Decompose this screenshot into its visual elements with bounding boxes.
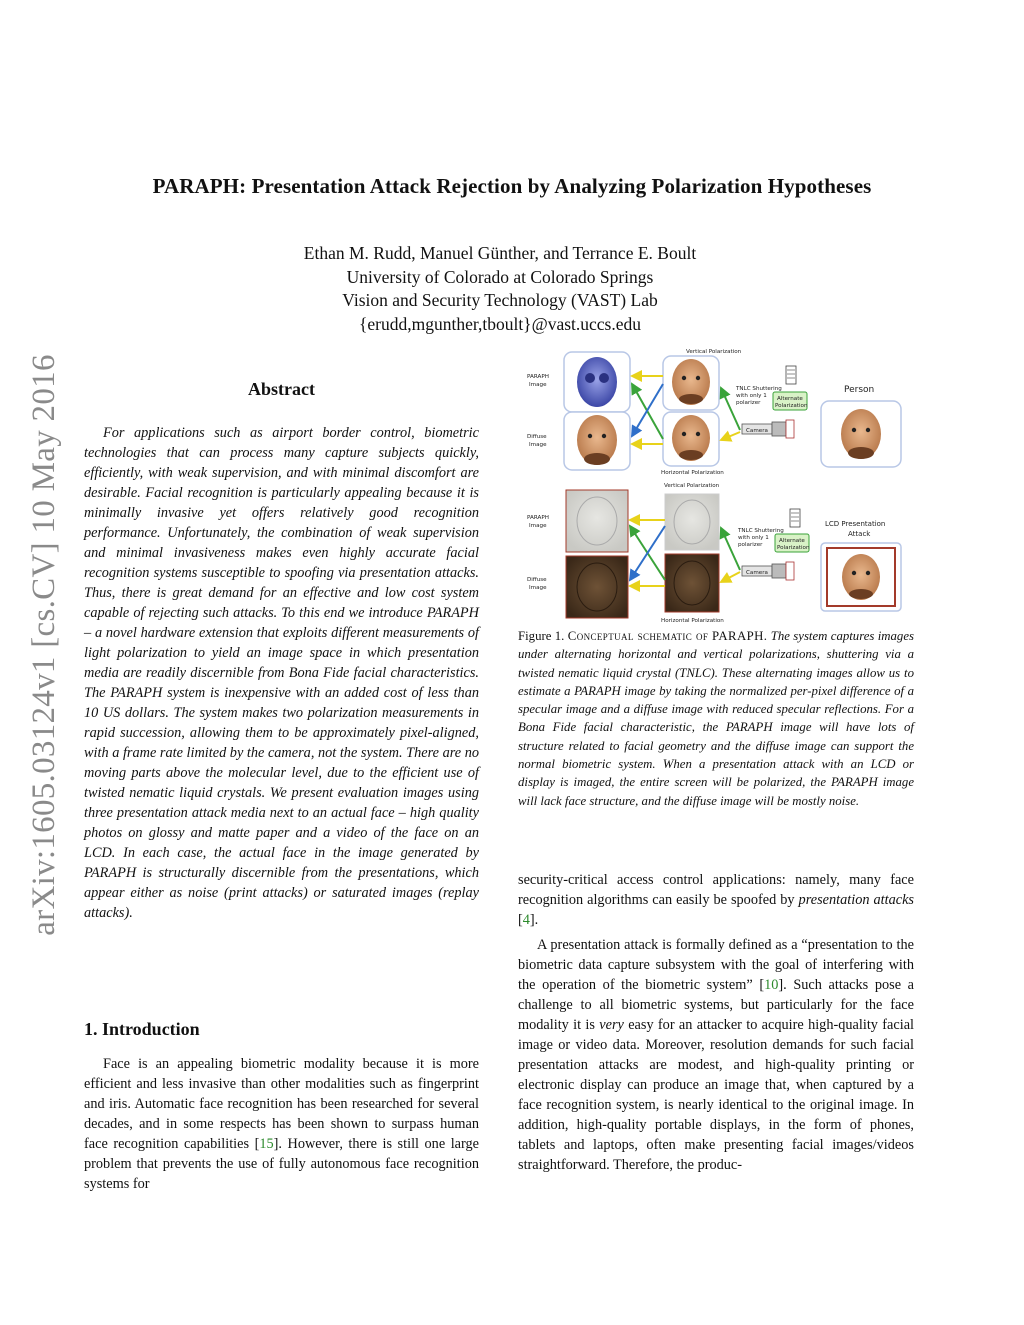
affiliation-university: University of Colorado at Colorado Springs xyxy=(346,266,654,287)
paraph-image-noise xyxy=(566,490,628,552)
caption-body: The system captures images under alternating horizontal and vertical polarizations, shuttering via a twisted nematic liquid crystal (TNLC). These alternating images allow us to estimate a PARAPH image by taking the normalized per-pixel difference of a specular image and a diffuse image with reduced specular reflections. For a Bona Fide facial characteristic, the PARAPH image will have lots of structure related to facial geometry and the diffuse image can support the normal biometric system. When a presentation attack with an LCD or display is imaged, the entire screen will be polarized, the PARAPH image will lack face structure, and the diffuse image will be mostly noise. xyxy=(518,629,914,808)
schematic-bottom-lcd xyxy=(527,483,901,624)
citation-link[interactable]: 10 xyxy=(764,977,779,993)
label-person: Person xyxy=(844,385,875,395)
arxiv-watermark: arXiv:1605.03124v1 [cs.CV] 10 May 2016 xyxy=(26,354,62,936)
label-tnlc-b-2: with only 1 xyxy=(738,535,769,541)
horizontal-pol-screen xyxy=(665,554,719,612)
label-lcd-attack-2: Attack xyxy=(848,530,871,538)
rc-text-part: ]. xyxy=(529,912,539,928)
citation-link[interactable]: 15 xyxy=(259,1136,274,1152)
author-block xyxy=(0,242,1000,336)
author-emails: {erudd,mgunther,tboult}@vast.uccs.edu xyxy=(358,313,642,334)
camera-lens xyxy=(772,422,786,436)
label-tnlc: TNLC Shuttering xyxy=(736,386,782,392)
label-camera-b: Camera xyxy=(746,570,768,576)
label-polarization-b: Polarization xyxy=(777,545,810,551)
right-column-paragraph-2 xyxy=(518,935,914,1175)
intro-text-part: ]. However, there is still one large problem that prevents the use of fully autonomous face recognition systems for xyxy=(84,1136,480,1192)
label-paraph-image: PARAPH xyxy=(527,374,549,380)
caption-label: Figure 1. xyxy=(518,629,568,643)
rc-emphasis: very xyxy=(599,1017,624,1033)
label-diffuse-image-2: Image xyxy=(529,442,547,448)
vertical-pol-screen xyxy=(665,494,719,550)
label-diffuse-image: Diffuse xyxy=(527,434,547,440)
label-horizontal-polarization: Horizontal Polarization xyxy=(661,470,724,476)
label-paraph-image-b: PARAPH xyxy=(527,515,549,521)
label-tnlc-3: polarizer xyxy=(736,400,761,406)
polarizer-filter xyxy=(786,420,794,438)
author-names: Ethan M. Rudd, Manuel Günther, and Terrance E. Boult xyxy=(303,243,697,263)
rc-text-part: [ xyxy=(518,912,523,928)
label-polarization: Polarization xyxy=(775,403,808,409)
label-alternate: Alternate xyxy=(777,396,803,402)
paper-title: PARAPH: Presentation Attack Rejection by Analyzing Polarization Hypotheses xyxy=(152,174,872,198)
figure-caption xyxy=(518,627,914,810)
camera-lens-b xyxy=(772,564,786,578)
label-vertical-polarization: Vertical Polarization xyxy=(686,349,742,355)
label-vertical-polarization-b: Vertical Polarization xyxy=(664,483,720,489)
right-column-paragraph-1 xyxy=(518,870,914,930)
rc-emphasis: presentation attacks xyxy=(798,892,914,908)
label-diffuse-image-b: Diffuse xyxy=(527,577,547,583)
rc-text-part: ]. Such attacks pose a challenge to all biometric systems, but particularly for the face modality it is xyxy=(518,977,914,1033)
label-paraph-image-b-2: Image xyxy=(529,523,547,529)
intro-text-part: Face is an appealing biometric modality because it is more efficient and less invasive than other modalities such as fingerprint and iris. Automatic face recognition has been researched for several decades, and in some respects has been shown to surpass human face recognition capabilities [ xyxy=(84,1056,479,1152)
abstract-heading: Abstract xyxy=(248,379,315,399)
introduction-heading: 1. Introduction xyxy=(84,1019,200,1039)
tnlc-shutter-b xyxy=(790,509,800,527)
introduction-paragraph xyxy=(84,1054,479,1194)
label-lcd-attack: LCD Presentation xyxy=(825,520,886,528)
label-camera: Camera xyxy=(746,428,768,434)
rc-text-part: A presentation attack is formally defined as a “presentation to the biometric data capture subsystem with the goal of interfering with the operation of the biometric system” [ xyxy=(518,937,914,993)
label-tnlc-b-3: polarizer xyxy=(738,542,763,548)
paraph-face-blue xyxy=(577,357,617,407)
affiliation-lab: Vision and Security Technology (VAST) Lab xyxy=(342,290,658,310)
schematic-svg xyxy=(518,344,914,626)
abstract-text: For applications such as airport border control, biometric technologies that can process many capture subjects quickly, efficiently, with weak supervision, and with minimal discomfort are desirable. Facial recognition is particularly appealing because it is minimally invasive yet offers relatively good recognition performance. Unfortunately, the combination of weak supervision and minimal invasiveness makes even highly accurate facial recognition systems susceptible to spoofing via presentation attacks. Thus, there is great demand for an effective and low cost system capable of rejecting such attacks. To this end we introduce PARAPH – a novel hardware extension that exploits different measurements of light polarization to yield an image space in which presentation media are readily discernible from Bona Fide facial characteristics. The PARAPH system is inexpensive with an added cost of less than 10 US dollars. The system makes two polarization measurements in rapid succession, allowing them to be approximately pixel-aligned, with a frame rate limited by the camera, not the system. There are no moving parts above the molecular level, due to the efficient use of twisted nematic liquid crystals. We present evaluation images using three presentation attack media next to an actual face – high quality photos on glossy and matte paper and a video of the face on an LCD. In each case, the actual face in the image generated by PARAPH is structurally discernible from the presentations, which appear either as noise (print attacks) or saturated images (replay attacks). xyxy=(84,425,479,921)
figure-schematic xyxy=(518,344,914,626)
citation-link[interactable]: 4 xyxy=(522,912,530,928)
label-alternate-b: Alternate xyxy=(779,538,805,544)
rc-text-part: security-critical access control applications: namely, many face recognition algorithms can easily be spoofed by xyxy=(518,872,914,908)
label-tnlc-2: with only 1 xyxy=(736,393,767,399)
diffuse-image-noise xyxy=(566,556,628,618)
rc-text-part: easy for an attacker to acquire high-quality facial image or video data. Moreover, resolution demands for such facial presentation attacks are modest, and high-quality printing or electronic display can produce an image that, when captured by a face recognition system, is nearly identical to the original image. In addition, high-quality portable displays, in the form of phones, tablets and laptops, often make presenting facial images/videos straightforward. Therefore, the produc- xyxy=(518,1017,915,1173)
schematic-top-person xyxy=(527,349,901,476)
label-paraph-image-2: Image xyxy=(529,382,547,388)
polarizer-filter-b xyxy=(786,562,794,580)
caption-title: Conceptual schematic of PARAPH. xyxy=(567,629,768,643)
label-tnlc-b: TNLC Shuttering xyxy=(738,528,784,534)
label-diffuse-image-b-2: Image xyxy=(529,585,547,591)
label-horizontal-polarization-b: Horizontal Polarization xyxy=(661,618,724,624)
tnlc-shutter xyxy=(786,366,796,384)
